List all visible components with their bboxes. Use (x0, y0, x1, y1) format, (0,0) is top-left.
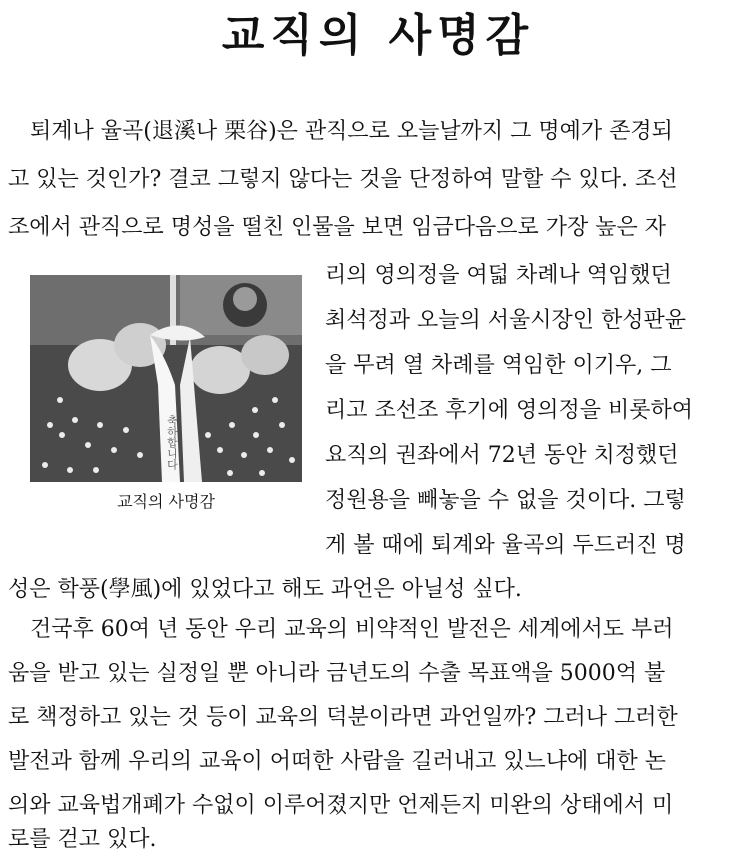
page-title: 교직의 사명감 (221, 10, 535, 61)
paragraph1-line-6: 을 무려 열 차례를 역임한 이기우, 그 (325, 353, 672, 378)
paragraph1-line-5: 최석정과 오늘의 서울시장인 한성판윤 (325, 308, 687, 333)
paragraph1-line-9: 정원용을 빼놓을 수 없을 것이다. 그렇 (325, 488, 686, 513)
paragraph1-line-2: 고 있는 것인가? 결코 그렇지 않다는 것을 단정하여 말할 수 있다. 조선 (8, 167, 678, 192)
paragraph1-line-7: 리고 조선조 후기에 영의정을 비롯하여 (325, 398, 694, 423)
photo-caption: 교직의 사명감 (117, 492, 215, 511)
paragraph1-line-3: 조에서 관직으로 명성을 떨친 인물을 보면 임금다음으로 가장 높은 자 (8, 215, 666, 240)
paragraph1-line-4: 리의 영의정을 여덟 차례나 역임했던 (325, 263, 672, 288)
paragraph1-line-1: 퇴계나 율곡(退溪나 栗谷)은 관직으로 오늘날까지 그 명예가 존경되 (30, 119, 673, 144)
flower-basket-photo (30, 275, 302, 482)
paragraph2-line-5: 의와 교육법개폐가 수없이 이루어졌지만 언제든지 미완의 상태에서 미 (8, 793, 674, 818)
paragraph1-line-8: 요직의 권좌에서 72년 동안 치정했던 (325, 443, 679, 468)
paragraph2-line-3: 로 책정하고 있는 것 등이 교육의 덕분이라면 과언일까? 그러나 그러한 (8, 705, 678, 730)
paragraph2-line-6: 로를 걷고 있다. (8, 827, 157, 852)
paragraph2-line-4: 발전과 함께 우리의 교육이 어떠한 사람을 길러내고 있느냐에 대한 논 (8, 749, 666, 774)
paragraph1-line-11: 성은 학풍(學風)에 있었다고 해도 과언은 아닐성 싶다. (8, 577, 522, 602)
paragraph1-line-10: 게 볼 때에 퇴계와 율곡의 두드러진 명 (325, 533, 686, 558)
paragraph2-line-2: 움을 받고 있는 실정일 뿐 아니라 금년도의 수출 목표액을 5000억 불 (8, 661, 666, 686)
paragraph2-line-1: 건국후 60여 년 동안 우리 교육의 비약적인 발전은 세계에서도 부러 (30, 617, 674, 642)
ribbon-text: 축하합니다 (165, 415, 179, 470)
